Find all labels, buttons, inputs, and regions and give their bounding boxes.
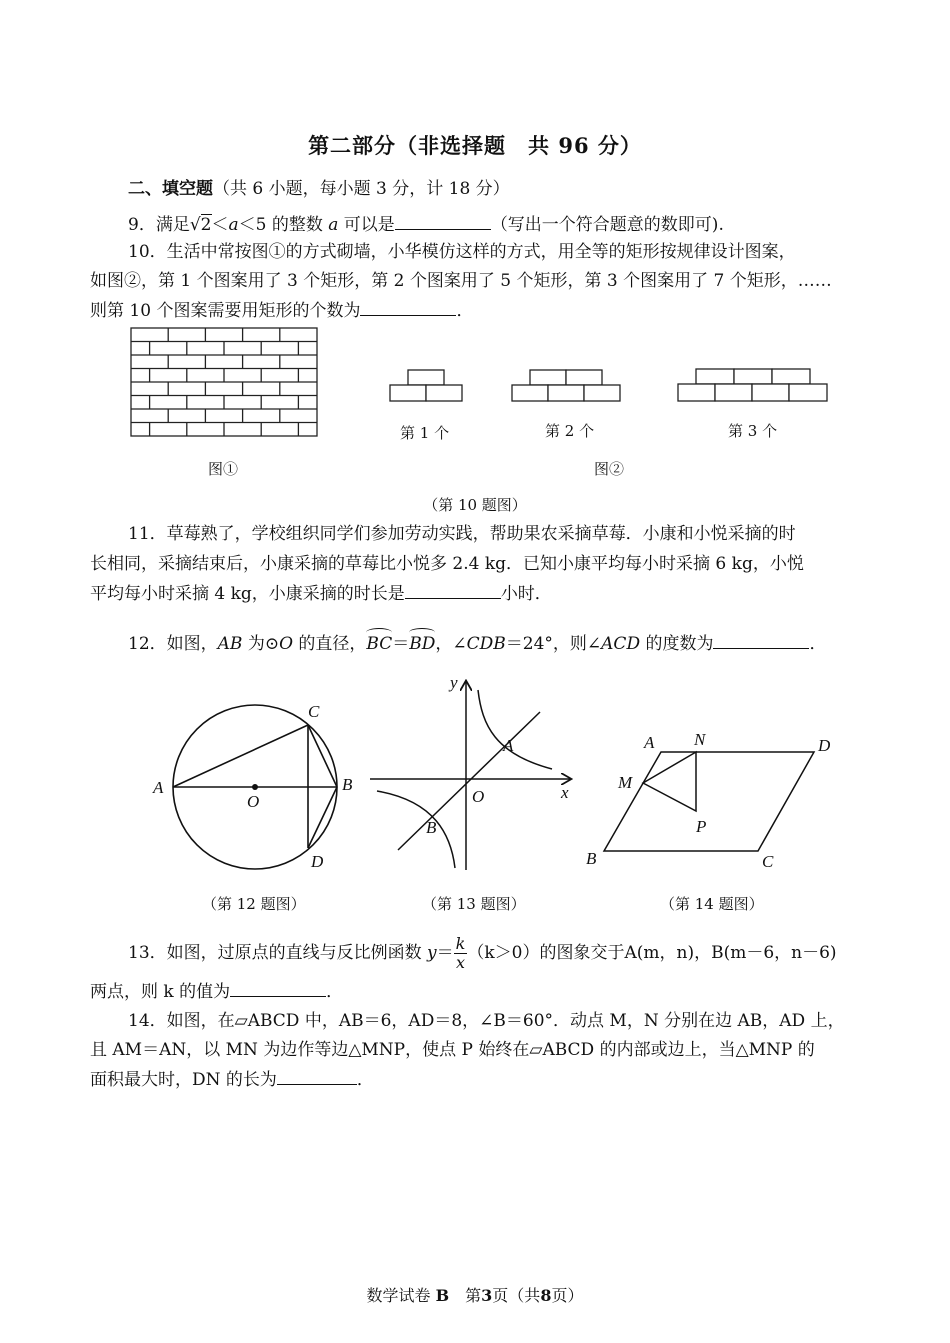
q12-pre: 12．如图， — [128, 634, 218, 654]
footer-page-pre: 第 — [449, 1286, 482, 1305]
label-n: N — [694, 730, 706, 749]
p2-bottom-2 — [548, 385, 584, 401]
fig13-caption: （第 13 题图） — [422, 895, 526, 913]
brick-wall-figure — [130, 327, 320, 442]
hyperbola-branch-2 — [377, 791, 455, 868]
pattern-label-3: 第 3 个 — [728, 422, 778, 440]
question-11-line-3 — [90, 580, 552, 607]
q12-o: O — [279, 634, 294, 654]
answer-blank-11[interactable] — [405, 580, 501, 599]
question-10-line-1: 10．生活中常按图①的方式砌墙，小华模仿这样的方式，用全等的矩形按规律设计图案， — [128, 242, 796, 262]
pattern-label-1: 第 1 个 — [400, 424, 450, 442]
q12-eq: ＝ — [392, 634, 410, 654]
label-a: A — [503, 736, 514, 755]
chord-bd — [308, 787, 337, 848]
chord-cb — [308, 725, 337, 787]
arc-bc: BC — [366, 631, 392, 657]
q9-var-a: a — [228, 215, 239, 235]
label-b: B — [586, 849, 597, 868]
p2-top-1 — [530, 370, 566, 385]
hyperbola-branch-1 — [478, 690, 552, 769]
label-x: x — [561, 783, 569, 802]
label-b: B — [426, 818, 437, 837]
label-d: D — [311, 852, 324, 871]
q12-t5: 的度数为 — [640, 634, 714, 654]
page-footer — [0, 1283, 950, 1306]
pattern-label-2: 第 2 个 — [545, 422, 595, 440]
question-11-line-2: 长相同，采摘结束后，小康采摘的草莓比小悦多 2.4 kg．已知小康平均每小时采摘 6 kg，小悦 — [90, 554, 804, 574]
q12-end: ． — [809, 634, 827, 654]
q12-cdb: CDB — [466, 634, 506, 654]
footer-version: B — [435, 1286, 450, 1305]
q12-acd: ACD — [601, 634, 641, 654]
footer-total-pages: 8 — [540, 1286, 552, 1305]
label-c: C — [762, 852, 774, 871]
q10-text: 则第 10 个图案需要用矩形的个数为 — [90, 301, 361, 321]
p3-top-2 — [734, 369, 772, 384]
frac-numerator: k — [455, 934, 466, 953]
question-10-line-3 — [90, 297, 473, 324]
q13-point-a: A(m，n)， — [624, 943, 712, 963]
answer-blank-14[interactable] — [277, 1066, 357, 1085]
p2-top-2 — [566, 370, 602, 385]
p1-bottom-1 — [390, 385, 426, 401]
fig10-caption: （第 10 题图） — [423, 496, 527, 514]
q9-text-after: （写出一个符合题意的数即可). — [490, 215, 724, 235]
label-a: A — [644, 733, 655, 752]
q10-end: ． — [456, 301, 474, 321]
circle-figure — [145, 695, 355, 880]
p3-bottom-3 — [752, 384, 789, 401]
p2-bottom-3 — [584, 385, 620, 401]
p3-bottom-2 — [715, 384, 752, 401]
fig10-1-label: 图① — [208, 460, 239, 478]
q12-t2: 的直径， — [293, 634, 367, 654]
footer-page-number: 3 — [481, 1286, 493, 1305]
q9-radicand: 2 — [200, 215, 212, 235]
section-title: 第二部分（非选择题 共 96 分） — [308, 133, 642, 158]
answer-blank-13[interactable] — [230, 978, 326, 997]
label-c: C — [308, 702, 320, 721]
q12-t1: 为⊙ — [242, 634, 280, 654]
arc-bd: BD — [409, 631, 435, 657]
question-13-line-2 — [90, 978, 343, 1005]
question-14-line-1: 14．如图，在▱ABCD 中，AB＝6，AD＝8，∠B＝60°．动点 M，N 分别在边 AB，AD 上， — [128, 1011, 845, 1031]
question-11-line-1: 11．草莓熟了，学校组织同学们参加劳动实践，帮助果农采摘草莓．小康和小悦采摘的时 — [128, 524, 796, 544]
q13-cond: （k＞0）的图象交于 — [467, 943, 625, 963]
q9-text-pre: 9．满足 — [128, 215, 190, 235]
label-d: D — [818, 736, 831, 755]
label-b: B — [342, 775, 353, 794]
q13-end: ． — [326, 982, 344, 1002]
parallelogram-figure — [580, 725, 845, 875]
label-y: y — [450, 673, 458, 692]
label-m: M — [618, 773, 633, 792]
answer-blank-9[interactable] — [395, 211, 491, 230]
q13-eq: ＝ — [436, 943, 454, 963]
p1-top-1 — [408, 370, 444, 385]
q13-point-b: B(m－6，n－6) — [711, 943, 837, 963]
parallelogram-abcd — [604, 752, 814, 851]
fig12-caption: （第 12 题图） — [202, 895, 306, 913]
section-heading-label: 二、填空题 — [128, 179, 213, 199]
center-point — [252, 784, 258, 790]
q14-text: 面积最大时，DN 的长为 — [90, 1070, 277, 1090]
q9-text-mid: ＜5 的整数 — [238, 215, 329, 235]
question-12 — [128, 630, 826, 657]
sqrt-symbol: √2 — [189, 215, 212, 235]
hyperbola-figure — [365, 670, 580, 875]
q11-end: 小时． — [500, 584, 552, 604]
pattern-figure — [380, 360, 840, 410]
section-heading — [128, 176, 510, 202]
q9-text-post: 可以是 — [338, 215, 395, 235]
answer-blank-10[interactable] — [360, 297, 456, 316]
q12-t3: ，∠ — [435, 634, 467, 654]
answer-blank-12[interactable] — [713, 630, 809, 649]
fig14-caption: （第 14 题图） — [660, 895, 764, 913]
triangle-mnp — [643, 752, 696, 811]
q11-text: 平均每小时采摘 4 kg，小康采摘的时长是 — [90, 584, 405, 604]
p3-bottom-4 — [789, 384, 827, 401]
q13-text: 两点，则 k 的值为 — [90, 982, 231, 1002]
footer-page-post: 页） — [551, 1286, 584, 1305]
label-o: O — [472, 787, 485, 806]
frac-denominator: x — [455, 953, 466, 972]
p1-bottom-2 — [426, 385, 462, 401]
question-14-line-3 — [90, 1066, 374, 1093]
p3-top-3 — [772, 369, 810, 384]
q12-t4: ＝24°，则∠ — [505, 634, 602, 654]
fraction-k-over-x — [454, 935, 468, 972]
q9-lt-1: ＜ — [211, 215, 229, 235]
footer-subject: 数学试卷 — [366, 1286, 436, 1305]
section-heading-note: （共 6 小题，每小题 3 分，计 18 分） — [213, 179, 510, 199]
p3-bottom-1 — [678, 384, 715, 401]
label-p: P — [696, 817, 707, 836]
question-14-line-2: 且 AM＝AN，以 MN 为边作等边△MNP，使点 P 始终在▱ABCD 的内部或边上，当△MNP 的 — [90, 1040, 815, 1060]
question-9 — [128, 211, 724, 238]
q13-y: y — [427, 943, 437, 963]
question-10-line-2: 如图②，第 1 个图案用了 3 个矩形，第 2 个图案用了 5 个矩形，第 3 个图案用了 7 个矩形，…… — [90, 271, 832, 291]
chord-ac — [173, 725, 308, 787]
p2-bottom-1 — [512, 385, 548, 401]
q13-pre: 13．如图，过原点的直线与反比例函数 — [128, 943, 428, 963]
line-through-origin — [398, 712, 540, 850]
q9-var-a2: a — [328, 215, 339, 235]
question-13-line-1 — [128, 935, 837, 972]
label-a: A — [153, 778, 164, 797]
footer-page-mid: 页（共 — [492, 1286, 541, 1305]
label-o: O — [247, 792, 260, 811]
q12-ab: AB — [217, 634, 243, 654]
fig10-2-label: 图② — [594, 460, 625, 478]
p3-top-1 — [696, 369, 734, 384]
q14-end: ． — [356, 1070, 374, 1090]
